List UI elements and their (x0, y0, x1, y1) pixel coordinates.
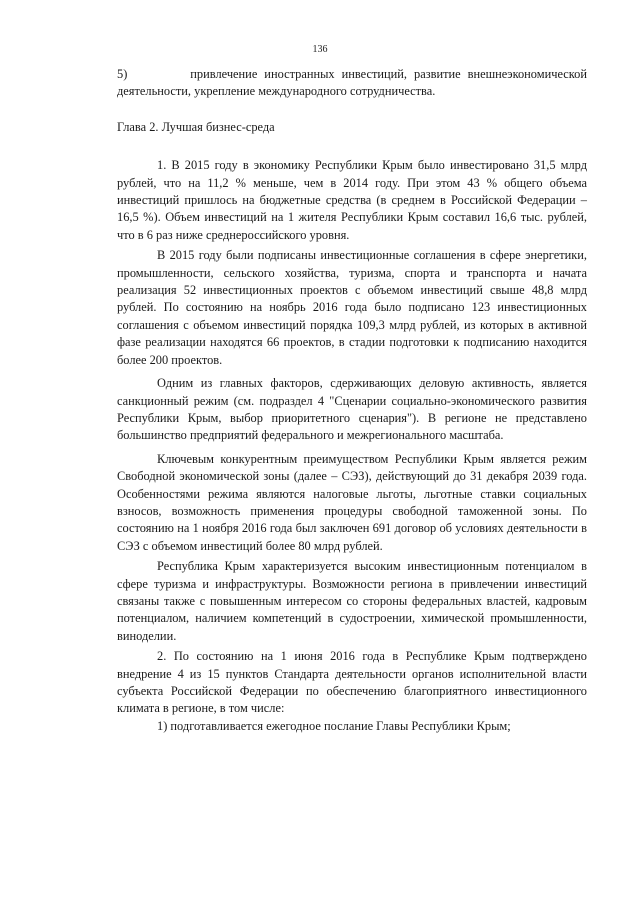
chapter-heading: Глава 2. Лучшая бизнес-среда (117, 119, 275, 134)
paragraph-tourism-potential: Республика Крым характеризуется высоким инвестиционным потенциалом в сфере туризма и инфраструктуры. Возможности региона в привлечении инвестиций связаны также с повышенным интересом со стороны федеральных властей, кадровым потенциалом, наличием компетенций в судостроении, химической промышленности, виноделии. (117, 559, 587, 643)
page-number: 136 (312, 44, 328, 55)
paragraph-free-economic-zone: Ключевым конкурентным преимуществом Республики Крым является режим Свободной экономической зоны (далее – СЭЗ), действующий до 31 декабря 2039 года. Особенностями режима являются налоговые льготы, льготные ставки социальных взносов, возможность применения процедуры свободной таможенной зоны. По состоянию на 1 ноября 2016 года был заключен 691 договор об условиях деятельности в СЭЗ с объемом инвестиций более 80 млрд рублей. (117, 451, 587, 553)
intro-list-item: 5) привлечение иностранных инвестиций, развитие внешнеэкономической деятельности, укрепление международного сотрудничества. (117, 67, 587, 99)
paragraph-investment-standard: 2. По состоянию на 1 июня 2016 года в Республике Крым подтверждено внедрение 4 из 15 пунктов Стандарта деятельности органов исполнительной власти субъекта Российской Федерации по обеспечению благоприятного инвестиционного климата в регионе, в том числе: (117, 649, 587, 716)
page-body (117, 66, 587, 735)
paragraph-investment-agreements: В 2015 году были подписаны инвестиционные соглашения в сфере энергетики, промышленности, сельского хозяйства, туризма, спорта и транспорта и начата реализация 52 инвестиционных проектов с объемом инвестиций свыше 48,8 млрд рублей. По состоянию на ноябрь 2016 года было подписано 123 инвестиционных соглашения с объемом инвестиций порядка 109,3 млрд рублей, из которых в активной фазе реализации находятся 66 проектов, в стадии подготовки к подписанию находится более 200 проектов. (117, 248, 587, 367)
paragraph-investment-volume: 1. В 2015 году в экономику Республики Крым было инвестировано 31,5 млрд рублей, что на 11,2 % меньше, чем в 2014 году. При этом 43 % общего объема инвестиций пришлось на бюджетные средства (в среднем в Российской Федерации – 16,5 %). Объем инвестиций на 1 жителя Республики Крым составил 16,6 тыс. рублей, что в 6 раз ниже среднероссийского уровня. (117, 158, 587, 242)
paragraph-sanctions: Одним из главных факторов, сдерживающих деловую активность, является санкционный режим (см. подраздел 4 "Сценарии социально-экономического развития Республики Крым, выбор приоритетного сценария"). В регионе не представлено большинство предприятий федерального и межрегионального масштаба. (117, 376, 587, 443)
list-item-annual-message: 1) подготавливается ежегодное послание Главы Республики Крым; (157, 718, 511, 733)
